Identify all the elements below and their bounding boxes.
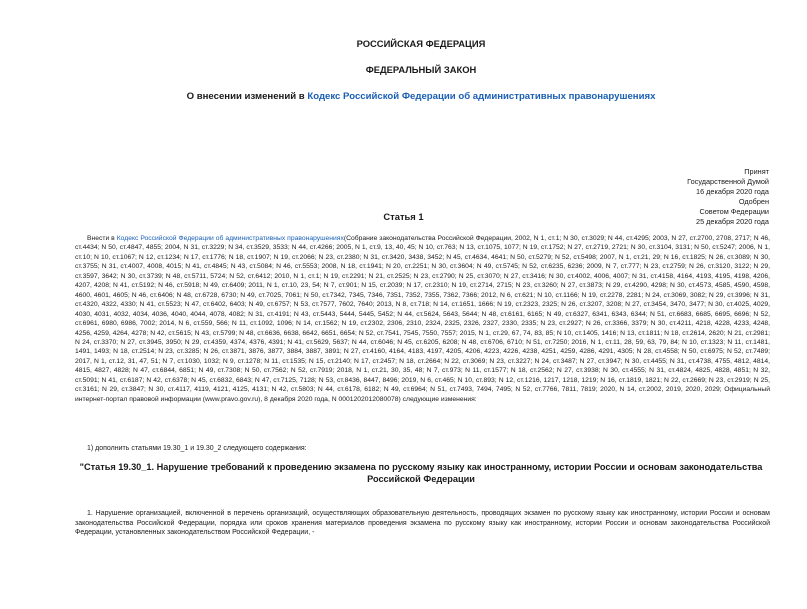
accepted-label: Принят [744, 167, 769, 176]
body-citation: (Собрание законодательства Российской Федерации, 2002, N 1, ст.1; N 30, ст.3029; N 44, ст.4295; 2003, N 27, ст.2700, 2708, 2717; N 46, ст.4434; N 50, ст.4847, 4855; 2004, N 31, ст.3229; N 34, ст.3529, 3533; N 44, ст.4266; 2005, N 1, ст.9, 13, 40, 45; N 10, ст.763; N 13, ст.1075, 1077; N 19, ст.1752; N 27, ст.2719, 2721; N 30, ст.3104, 3131; N 50, ст.5247; 2006, N 1, ст.10; N 10, ст.1067; N 12, ст.1234; N 17, ст.1776; N 18, ст.1907; N 19, ст.2066; N 23, ст.2380; N 31, ст.3420, 3438, 3452; N 45, ст.4634, 4641; N 50, ст.5279; N 52, ст.5498; 2007, N 1, ст.21, 29; N 16, ст.1825; N 26, ст.3089; N 30, ст.3755; N 31, ст.4007, 4008, 4015; N 41, ст.4845; N 43, ст.5084; N 46, ст.5553; 2008, N 18, ст.1941; N 20, ст.2251; N 30, ст.3604; N 49, ст.5745; N 52, ст.6235, 6236; 2009, N 7, ст.777; N 23, ст.2759; N 26, ст.3120, 3122; N 29, ст.3597, 3642; N 30, ст.3739; N 48, ст.5711, 5724; N 52, ст.6412; 2010, N 1, ст.1; N 19, ст.2291; N 21, ст.2525; N 23, ст.2790; N 25, ст.3070; N 27, ст.3416; N 30, ст.4002, 4006, 4007; N 31, ст.4158, 4164, 4193, 4195, 4198, 4206, 4207, 4208; N 41, ст.5192; N 46, ст.5918; N 49, ст.6409; 2011, N 1, ст.10, 23, 54; N 7, ст.901; N 15, ст.2039; N 17, ст.2310; N 19, ст.2714, 2715; N 23, ст.3260; N 27, ст.3873; N 29, ст.4290, 4298; N 30, ст.4573, 4585, 4590, 4598, 4600, 4601, 4605; N 46, ст.6406; N 48, ст.6728, 6730; N 49, ст.7025, 7061; N 50, ст.7342, 7345, 7346, 7351, 7352, 7355, 7362, 7366; 2012, N 6, ст.621; N 10, ст.1166; N 19, ст.2278, 2281; N 24, ст.3069, 3082; N 29, ст.3996; N 31, ст.4320, 4322, 4330; N 41, ст.5523; N 47, ст.6402, 6403; N 49, ст.6757; N 53, ст.7577, 7602, 7640; 2013, N 8, ст.718; N 14, ст.1651, 1666; N 19, ст.2323, 2325; N 26, ст.3207, 3208; N 27, ст.3454, 3470, 3477; N 30, ст.4025, 4029, 4030, 4031, 4032, 4034, 4036, 4040, 4044, 4078, 4082; N 31, ст.4191; N 43, ст.5443, 5444, 5445, 5452; N 44, ст.5624, 5643, 5644; N 48, ст.6161, 6165; N 49, ст.6327, 6341, 6343, 6344; N 51, ст.6683, 6685, 6695, 6696; N 52, ст.6961, 6980, 6986, 7002; 2014, N 6, ст.559, 566; N 11, ст.1092, 1096; N 14, ст.1562; N 19, ст.2302, 2306, 2310, 2324, 2325, 2326, 2327, 2330, 2335; N 23, ст.2927; N 26, ст.3366, 3379; N 30, ст.4211, 4218, 4228, 4233, 4248, 4256, 4259, 4264, 4278; N 42, ст.5615; N 43, ст.5799; N 48, ст.6636, 6638, 6642, 6651, 6654; N 52, ст.7541, 7545, 7550, 7557; 2015, N 1, ст.29, 67, 74, 83, 85; N 10, ст.1405, 1416; N 13, ст.1811; N 18, ст.2614, 2620; N 21, ст.2981; N 24, ст.3370; N 27, ст.3945, 3950; N 29, ст.4359, 4374, 4376, 4391; N 41, ст.5629, 5637; N 44, ст.6046; N 45, ст.6205, 6208; N 48, ст.6706, 6710; N 51, ст.7250; 2016, N 1, ст.11, 28, 59, 63, 79, 84; N 10, ст.1323; N 11, ст.1481, 1491, 1493; N 18, ст.2514; N 23, ст.3285; N 26, ст.3871, 3876, 3877, 3884, 3887, 3891; N 27, ст.4160, 4164, 4183, 4197, 4205, 4206, 4223, 4226, 4238, 4251, 4259, 4286, 4291, 4305; N 28, ст.4558; N 50, ст.6975; N 52, ст.7489; 2017, N 1, ст.12, 31, 47, 51; N 7, ст.1030, 1032; N 9, ст.1278; N 11, ст.1535; N 15, ст.2140; N 17, ст.2457; N 18, ст.2664; N 22, ст.3069; N 23, ст.3227; N 24, ст.3487; N 27, ст.3947; N 30, ст.4455; N 31, ст.4738, 4755, 4812, 4814, 4815, 4827, 4828; N 47, ст.6844, 6851; N 49, ст.7308; N 50, ст.7562; N 52, ст.7919; 2018, N 1, ст.21, 30, 35, 48; N 7, ст.973; N 11, ст.1577; N 18, ст.2562; N 27, ст.3938; N 30, ст.4555; N 31, ст.4824, 4825, 4828, 4851; N 32, ст.5091; N 41, ст.6187; N 42, ст.6378; N 45, ст.6832, 6843; N 47, ст.7125, 7128; N 53, ст.8436, 8447, 8496; 2019, N 6, ст.465; N 10, ст.893; N 12, ст.1216, 1217, 1218, 1219; N 16, ст.1819, 1821; N 22, ст.2669; N 23, ст.2919; N 25, ст.3161; N 29, ст.3847; N 30, ст.4117, 4119, 4121, 4125, 4131; N 42, ст.5803; N 44, ст.6178, 6182; N 49, ст.6964; N 51, ст.7493, 7494, 7495; N 52, ст.7766, 7811, 7819; 2020, N 14, ст.2002, 2019, 2020, 2029; Официальный интернет-портал правовой информации (www.pravo.gov.ru), 8 декабря 2020 года, N 0001202012080078) следующие изменения: [75, 235, 770, 403]
approved-by: Советом Федерации [699, 207, 769, 217]
body-lead: Внести в [87, 235, 117, 242]
paragraph-text: 1. Нарушение организацией, включенной в перечень организаций, осуществляющих образовательную деятельность, проводящих экзамен по русскому языку как иностранному, истории России и основам законодательства Российской Федерации, порядка или сроков хранения материалов проведения экзамена по русскому языку как иностранному, истории России и основам законодательства Российской Федерации, установленных законодательством Российской Федерации, - [75, 510, 770, 537]
accepted-date: 16 декабря 2020 года [696, 187, 769, 197]
article-heading: Статья 1 [383, 211, 424, 222]
article-body [75, 234, 770, 404]
new-article-title: "Статья 19.30_1. Нарушение требований к проведению экзамена по русскому языку как иностранному, истории России и основам законодательства Российской Федерации [79, 462, 763, 484]
law-title [75, 91, 767, 102]
country-heading: РОССИЙСКАЯ ФЕДЕРАЦИЯ [356, 38, 486, 49]
list-item-1: 1) дополнить статьями 19.30_1 и 19.30_2 следующего содержания: [87, 445, 307, 452]
new-article-paragraph-1 [75, 509, 770, 538]
approved-date: 25 декабря 2020 года [696, 217, 769, 227]
law-type-heading: ФЕДЕРАЛЬНЫЙ ЗАКОН [365, 64, 477, 75]
accepted-by: Государственной Думой [687, 177, 769, 187]
approved-label: Одобрен [738, 197, 769, 207]
law-title-prefix: О внесении изменений в [186, 91, 308, 102]
law-title-link[interactable]: Кодекс Российской Федерации об административных правонарушениях [307, 91, 656, 102]
body-code-link[interactable]: Кодекс Российской Федерации об административных правонарушениях [116, 235, 344, 242]
